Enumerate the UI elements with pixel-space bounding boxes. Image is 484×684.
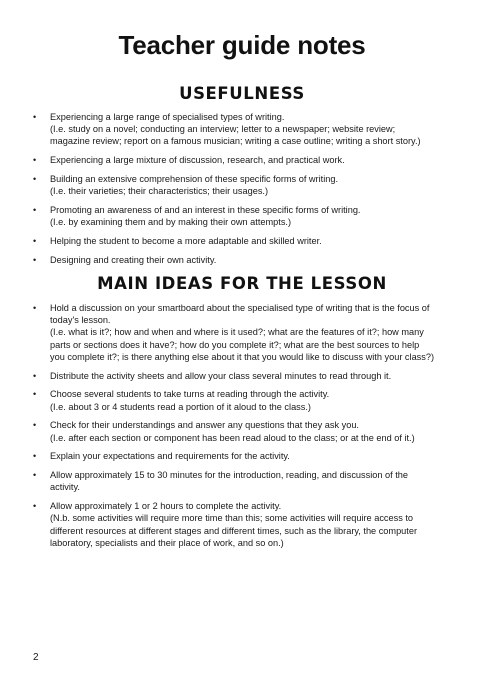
list-item-line: different resources at different stages and different times, such as the library, the computer — [50, 525, 418, 536]
page-title: Teacher guide notes — [118, 30, 366, 60]
list-item — [33, 154, 453, 166]
bullet-icon: • — [33, 470, 37, 481]
list-item-line: (I.e. their varieties; their characteristics; their usages.) — [50, 186, 269, 197]
page-number: 2 — [33, 652, 39, 663]
list-item — [33, 254, 453, 266]
bullet-icon: • — [33, 303, 37, 313]
list-item — [33, 111, 453, 148]
list-item — [33, 419, 453, 443]
list-item-line: (I.e. study on a novel; conducting an interview; letter to a newspaper; website review; — [50, 124, 396, 135]
bullet-icon: • — [33, 501, 37, 512]
bullet-icon: • — [33, 420, 37, 431]
list-item-line: Experiencing a large range of specialised types of writing. — [50, 112, 285, 122]
list-item-line: Hold a discussion on your smartboard about the specialised type of writing that is the focus of — [50, 303, 430, 313]
list-item — [33, 500, 453, 549]
list-item — [33, 235, 453, 247]
list-item-line: parts or sections does it have?; how do you complete it?; what are the best sources to help — [50, 339, 420, 350]
bullet-icon: • — [33, 155, 37, 166]
list-item-line: Experiencing a large mixture of discussion, research, and practical work. — [50, 155, 345, 166]
list-item — [33, 370, 453, 382]
list-item-line: (I.e. by examining them and by making their own attempts.) — [50, 217, 292, 228]
usefulness-list — [33, 111, 453, 273]
list-item-line: activity. — [50, 482, 80, 493]
bullet-icon: • — [33, 112, 37, 122]
list-item-line: magazine review; report on a famous musician; writing a case outline; writing a short story.) — [50, 136, 421, 147]
list-item — [33, 469, 453, 493]
list-item-line: Helping the student to become a more adaptable and skilled writer. — [50, 236, 322, 246]
list-item-line: Choose several students to take turns at reading through the activity. — [50, 389, 330, 400]
list-item-line: Explain your expectations and requirements for the activity. — [50, 451, 290, 462]
list-item-line: (I.e. after each section or component has been read aloud to the class; or at the end of it.) — [50, 432, 415, 443]
bullet-icon: • — [33, 174, 37, 184]
bullet-icon: • — [33, 370, 37, 381]
list-item-line: laboratory, specialists and their place of work, and so on.) — [50, 537, 284, 548]
list-item — [33, 204, 453, 228]
list-item-line: (N.b. some activities will require more time than this; some activities will require access to — [50, 513, 414, 524]
list-item — [33, 173, 453, 197]
list-item-line: Allow approximately 1 or 2 hours to complete the activity. — [50, 501, 282, 512]
list-item-line: Check for their understandings and answer any questions that they ask you. — [50, 420, 359, 431]
list-item-line: Building an extensive comprehension of these specific forms of writing. — [50, 174, 339, 184]
usefulness-heading: USEFULNESS — [179, 84, 305, 103]
list-item-line: (I.e. about 3 or 4 students read a portion of it aloud to the class.) — [50, 401, 311, 412]
main-ideas-list — [33, 302, 453, 556]
bullet-icon: • — [33, 236, 37, 246]
list-item-line: you complete it?; is there anything else about it that you would like to discuss with your class?) — [50, 351, 435, 362]
bullet-icon: • — [33, 205, 37, 215]
list-item-line: Promoting an awareness of and an interest in these specific forms of writing. — [50, 205, 361, 215]
list-item — [33, 450, 453, 462]
list-item-line: (I.e. what is it?; how and when and where is it used?; what are the features of it?; how many — [50, 327, 424, 338]
list-item-line: Allow approximately 15 to 30 minutes for the introduction, reading, and discussion of the — [50, 470, 409, 481]
bullet-icon: • — [33, 389, 37, 400]
list-item — [33, 388, 453, 412]
list-item-line: Designing and creating their own activity. — [50, 254, 217, 265]
list-item-line: today's lesson. — [50, 315, 111, 326]
bullet-icon: • — [33, 451, 37, 462]
list-item-line: Distribute the activity sheets and allow your class several minutes to read through it. — [50, 370, 392, 381]
bullet-icon: • — [33, 254, 37, 265]
list-item — [33, 302, 453, 363]
main-ideas-heading: MAIN IDEAS FOR THE LESSON — [97, 274, 387, 293]
